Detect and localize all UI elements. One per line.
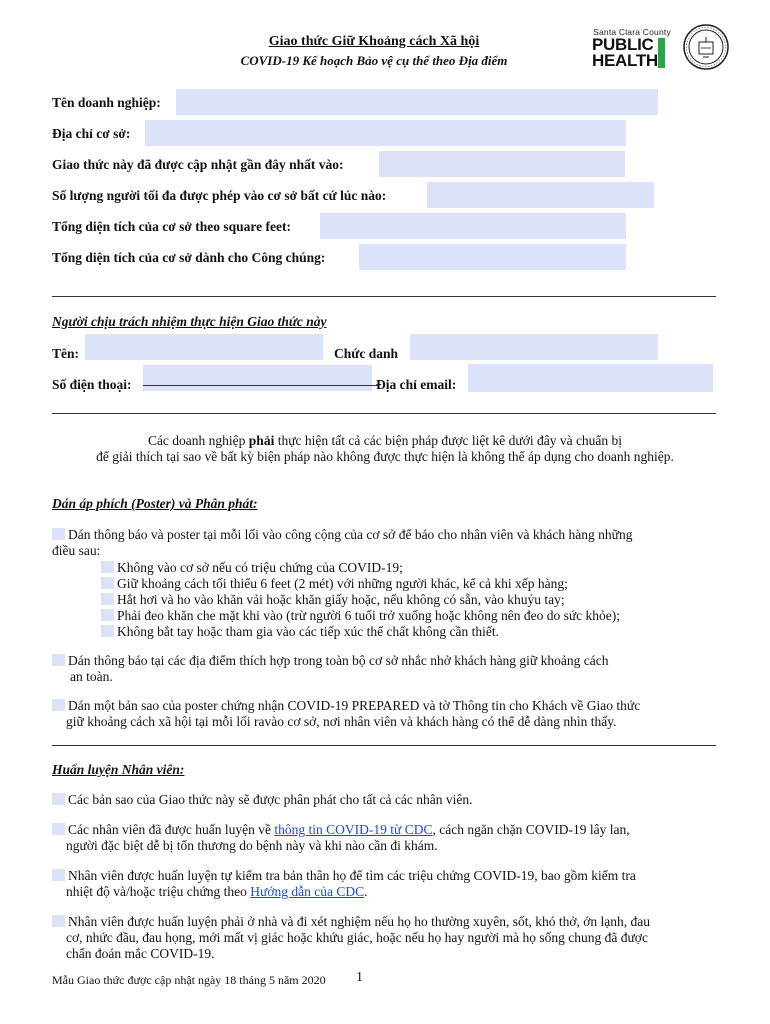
cdc-info-link[interactable]: thông tin COVID-19 từ CDC [274,822,433,837]
name-field[interactable] [85,334,323,360]
county-seal-icon [683,24,729,70]
training-item-4: Nhân viên được huấn luyện phải ở nhà và đi xét nghiệm nếu họ ho thường xuyên, sốt, khó thở, ớn lạnh, đau [52,914,650,930]
training-item-4-cont: cơ, nhức đầu, đau họng, mới mất vị giác hoặc khứu giác, hoặc nếu họ hay người mà họ sống chung đã được [66,930,648,945]
footer-text: Mẫu Giao thức được cập nhật ngày 18 tháng 5 năm 2020 [52,973,326,987]
responsible-section-title: Người chịu trách nhiệm thực hiện Giao thức này [52,314,327,329]
sub-list-item: Không bắt tay hoặc tham gia vào các tiếp xúc thể chất không cần thiết. [101,624,499,640]
checkbox[interactable] [52,654,65,666]
document-subtitle: COVID-19 Kế hoạch Bảo vệ cụ thể theo Địa điểm [240,53,508,68]
checkbox[interactable] [52,915,65,927]
notice-emphasis: phải [248,433,275,448]
checkbox[interactable] [52,823,65,835]
address-field[interactable] [145,120,626,146]
sub-list-item: Không vào cơ sở nếu có triệu chứng của COVID-19; [101,560,403,576]
signage-item-1-cont: điều sau: [52,543,101,558]
business-name-field[interactable] [176,89,658,115]
training-item-3-cont: nhiệt độ và/hoặc triệu chứng theo Hướng dẫn của CDC. [66,884,368,899]
address-label: Địa chỉ cơ sở: [52,126,131,141]
signage-item-3: Dán một bản sao của poster chứng nhận COVID-19 PREPARED và tờ Thông tin cho Khách về Giao thức [52,698,640,714]
logo-word-public: PUBLIC [592,35,654,54]
logo-county-text: Santa Clara County [593,27,671,37]
position-field[interactable] [410,334,658,360]
divider [52,745,716,746]
public-area-field[interactable] [359,244,626,270]
checkbox[interactable] [101,609,114,621]
notice-line-2: để giải thích tại sao về bất kỳ biện pháp nào không được thực hiện là không thể áp dụng cho doanh nghiệp. [96,449,674,464]
total-area-label: Tổng diện tích của cơ sở theo square feet: [52,219,291,234]
max-people-label: Số lượng người tối đa được phép vào cơ sở bất cứ lúc nào: [52,188,387,203]
training-item-3: Nhân viên được huấn luyện tự kiểm tra bản thân họ để tìm các triệu chứng COVID-19, bao gồm kiểm tra [52,868,636,884]
signage-section-title: Dán áp phích (Poster) và Phân phát: [52,496,258,511]
divider [52,413,716,414]
checkbox[interactable] [101,561,114,573]
training-item-2: Các nhân viên đã được huấn luyện về thông tin COVID-19 từ CDC, cách ngăn chặn COVID-19 lây lan, [52,822,630,838]
checkbox[interactable] [52,869,65,881]
cdc-guidance-link[interactable]: Hướng dẫn của CDC [250,884,365,899]
training-section-title: Huấn luyện Nhân viên: [52,762,185,777]
public-health-logo [592,27,672,71]
phone-label: Số điện thoại: [52,377,132,392]
logo-green-bar [658,38,665,68]
name-label: Tên: [52,346,79,361]
email-label: Địa chỉ email: [376,377,457,392]
updated-date-field[interactable] [379,151,625,177]
checkbox[interactable] [101,625,114,637]
phone-underline [143,385,378,386]
training-item-1: Các bản sao của Giao thức này sẽ được phân phát cho tất cả các nhân viên. [52,792,473,808]
email-field[interactable] [468,364,713,392]
signage-item-3-cont: giữ khoảng cách xã hội tại mỗi lối ravào cơ sở, nơi nhân viên và khách hàng có thể dễ dàng nhìn thấy. [66,714,617,729]
phone-field[interactable] [143,365,372,391]
checkbox[interactable] [52,793,65,805]
public-area-label: Tổng diện tích của cơ sở dành cho Công chúng: [52,250,326,265]
checkbox[interactable] [52,699,65,711]
sub-list-item: Phải đeo khăn che mặt khi vào (trừ người 6 tuổi trở xuống hoặc không nên đeo do sức khỏe); [101,608,620,624]
sub-list-item: Giữ khoảng cách tối thiểu 6 feet (2 mét) với những người khác, kể cả khi xếp hàng; [101,576,568,592]
document-title: Giao thức Giữ Khoảng cách Xã hội [268,34,480,49]
position-label: Chức danh [334,346,398,361]
checkbox[interactable] [101,593,114,605]
total-area-field[interactable] [320,213,626,239]
checkbox[interactable] [52,528,65,540]
logo-word-health: HEALTH [592,51,658,70]
divider [52,296,716,297]
updated-label: Giao thức này đã được cập nhật gần đây nhất vào: [52,157,344,172]
page-number: 1 [356,970,363,985]
training-item-2-cont: người đặc biệt dễ bị tổn thương do bệnh này và khi nào cần đi khám. [66,838,438,853]
signage-item-2-cont: an toàn. [70,669,113,684]
training-item-4-cont: chẩn đoán mắc COVID-19. [66,946,215,961]
sub-list-item: Hắt hơi và ho vào khăn vải hoặc khăn giấy hoặc, nếu không có sẵn, vào khuỷu tay; [101,592,565,608]
signage-item-1: Dán thông báo và poster tại mỗi lối vào công cộng của cơ sở để báo cho nhân viên và khách hàng những [52,527,632,543]
signage-item-2: Dán thông báo tại các địa điểm thích hợp trong toàn bộ cơ sở nhắc nhở khách hàng giữ khoảng cách [52,653,608,669]
max-people-field[interactable] [427,182,654,208]
business-name-label: Tên doanh nghiệp: [52,95,161,110]
checkbox[interactable] [101,577,114,589]
notice-line-1: Các doanh nghiệp phải thực hiện tất cả các biện pháp được liệt kê dưới đây và chuẩn bị [147,433,623,448]
